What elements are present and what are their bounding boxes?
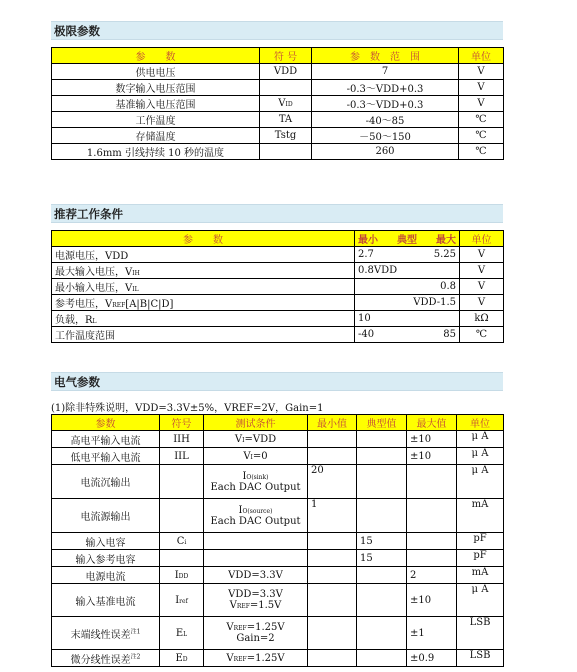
param-name: 负载，R <box>55 315 93 326</box>
typ-cell <box>357 650 407 667</box>
unit-cell: ℃ <box>459 112 504 128</box>
condition-text: V <box>234 433 243 445</box>
header-max: 最大 <box>436 235 456 246</box>
typ-cell <box>357 431 407 448</box>
max-cell <box>407 550 457 567</box>
symbol-cell <box>260 128 312 144</box>
min-cell <box>308 617 357 650</box>
param-cell <box>52 448 160 465</box>
param-cell: 数字输入电压范围 <box>52 80 260 96</box>
table-row <box>52 112 504 128</box>
symbol-text: E <box>175 652 183 664</box>
condition-subscript: O(sink) <box>246 473 269 481</box>
condition-line-1 <box>207 451 304 462</box>
condition-cell <box>204 533 308 550</box>
table-row <box>52 617 504 650</box>
symbol-cell <box>260 64 312 80</box>
table-row <box>52 567 504 584</box>
symbol-text: TA <box>278 114 293 125</box>
header-param: 参 数 <box>52 48 260 64</box>
table-row <box>52 128 504 144</box>
header-symbol: 符号 <box>160 415 204 431</box>
section-title-electrical: 电气参数 <box>51 372 503 391</box>
max-cell: 2 <box>407 567 457 584</box>
param-cell: 1.6mm 引线持续 10 秒的温度 <box>52 144 260 160</box>
condition-line-2 <box>207 633 304 644</box>
absolute-ratings-table <box>51 47 504 160</box>
param-subscript: L <box>92 318 97 325</box>
symbol-text: C <box>176 535 185 547</box>
param-cell <box>52 247 355 263</box>
max-value: 85 <box>443 329 456 340</box>
table-row <box>52 650 504 667</box>
symbol-cell <box>160 617 204 650</box>
condition-line-1 <box>207 622 304 633</box>
max-cell <box>407 465 457 499</box>
symbol-text: I <box>174 569 179 581</box>
header-typ: 典型值 <box>357 415 407 431</box>
symbol-text: V <box>278 98 286 109</box>
unit-cell: V <box>459 64 504 80</box>
value-cell <box>355 247 460 263</box>
typ-cell <box>357 617 407 650</box>
param-cell <box>52 584 160 617</box>
header-min: 最小值 <box>308 415 357 431</box>
condition-line-1 <box>207 589 304 600</box>
table-row <box>52 80 504 96</box>
max-cell: ±1 <box>407 617 457 650</box>
condition-subscript: REF <box>236 603 250 610</box>
unit-cell: V <box>459 96 504 112</box>
typ-cell <box>357 567 407 584</box>
max-cell: ±10 <box>407 431 457 448</box>
min-cell: 20 <box>308 465 357 499</box>
unit-cell: mA <box>457 567 504 584</box>
condition-tail: =0 <box>252 450 268 462</box>
symbol-cell <box>260 144 312 160</box>
table-row <box>52 584 504 617</box>
typ-cell <box>357 499 407 533</box>
max-cell: ±10 <box>407 584 457 617</box>
symbol-subscript: i <box>184 538 187 546</box>
range-cell: －50～150 <box>312 128 459 144</box>
param-cell <box>52 311 355 327</box>
min-value: 10 <box>358 313 371 324</box>
param-cell: 工作温度 <box>52 112 260 128</box>
header-param: 参数 <box>52 415 160 431</box>
electrical-params-table <box>51 414 504 667</box>
symbol-subscript: DD <box>178 572 189 580</box>
table-row <box>52 533 504 550</box>
param-subscript: IL <box>132 286 139 293</box>
symbol-subscript: ref <box>179 597 188 605</box>
table-row <box>52 263 504 279</box>
condition-line-1 <box>207 505 304 516</box>
typ-cell <box>357 465 407 499</box>
symbol-cell <box>160 533 204 550</box>
condition-line-2 <box>207 482 304 493</box>
condition-tail: =VDD <box>244 433 277 445</box>
section-title-recommended: 推荐工作条件 <box>51 204 503 223</box>
recommended-conditions-table <box>51 230 504 343</box>
table-row <box>52 448 504 465</box>
table-row <box>52 295 504 311</box>
param-text: 低电平输入电流 <box>70 452 141 464</box>
table-header-row <box>52 231 504 247</box>
symbol-cell <box>160 584 204 617</box>
param-text: 微分线性误差 <box>70 654 131 666</box>
max-value: 0.8 <box>440 281 456 292</box>
value-wrap <box>358 281 456 292</box>
table-row <box>52 465 504 499</box>
table-row <box>52 499 504 533</box>
symbol-cell <box>160 431 204 448</box>
condition-text: V <box>226 652 234 664</box>
condition-tail: =1.25V <box>246 622 285 633</box>
param-cell <box>52 567 160 584</box>
symbol-text: I <box>175 594 180 606</box>
param-cell <box>52 431 160 448</box>
condition-cell <box>204 465 308 499</box>
unit-cell: pF <box>457 533 504 550</box>
range-cell: -0.3～VDD+0.3 <box>312 80 459 96</box>
unit-cell: μ A <box>457 584 504 617</box>
condition-cell <box>204 448 308 465</box>
unit-cell: kΩ <box>460 311 504 327</box>
param-cell: 基准输入电压范围 <box>52 96 260 112</box>
param-name: 参考电压，V <box>55 299 113 310</box>
condition-line-2 <box>207 516 304 527</box>
param-cell <box>52 465 160 499</box>
symbol-subscript: D <box>182 655 188 663</box>
typ-cell <box>357 584 407 617</box>
min-cell: 1 <box>308 499 357 533</box>
condition-tail: =1.25V <box>246 652 285 664</box>
value-wrap <box>358 297 456 308</box>
symbol-text: IIL <box>174 450 189 462</box>
unit-cell: mA <box>457 499 504 533</box>
range-cell: -40～85 <box>312 112 459 128</box>
condition-text: VDD=3.3V <box>228 569 283 581</box>
value-cell <box>355 295 460 311</box>
min-cell <box>308 550 357 567</box>
value-wrap <box>358 249 456 260</box>
header-symbol: 符 号 <box>260 48 312 64</box>
unit-cell: ℃ <box>460 327 504 343</box>
footnote-marker: 注2 <box>130 653 141 661</box>
param-cell <box>52 295 355 311</box>
unit-cell: LSB <box>457 650 504 667</box>
header-min: 最小 <box>358 235 378 246</box>
param-cell <box>52 650 160 667</box>
param-subscript: REF <box>112 302 126 309</box>
param-tail: [A|B|C|D] <box>125 299 174 310</box>
param-text: 高电平输入电流 <box>70 435 141 447</box>
condition-line-1 <box>207 570 304 581</box>
typ-cell: 15 <box>357 550 407 567</box>
header-param: 参 数 <box>52 231 355 247</box>
symbol-cell <box>160 550 204 567</box>
condition-cell <box>204 550 308 567</box>
symbol-text: E <box>175 627 184 639</box>
table-row <box>52 247 504 263</box>
symbol-cell <box>260 96 312 112</box>
table-header-row <box>52 415 504 431</box>
condition-text: Gain=2 <box>236 633 275 644</box>
typ-cell <box>357 448 407 465</box>
min-cell <box>308 533 357 550</box>
value-cell <box>355 263 460 279</box>
condition-subscript: I <box>250 453 253 461</box>
header-min-typ-max <box>355 231 460 247</box>
condition-text: Each DAC Output <box>210 515 301 527</box>
unit-cell: V <box>460 247 504 263</box>
param-name: 最小输入电压，V <box>55 283 133 294</box>
min-value: 0.8VDD <box>358 265 398 276</box>
min-value: -40 <box>358 329 375 340</box>
value-wrap <box>358 329 456 340</box>
max-value: VDD-1.5 <box>413 297 456 308</box>
table-row <box>52 96 504 112</box>
table-row <box>52 550 504 567</box>
symbol-cell <box>160 650 204 667</box>
param-cell <box>52 263 355 279</box>
condition-line-1 <box>207 434 304 445</box>
value-wrap <box>358 265 456 276</box>
table-row <box>52 431 504 448</box>
condition-line-2 <box>207 600 304 611</box>
header-typ: 典型 <box>397 235 417 246</box>
param-cell <box>52 550 160 567</box>
param-cell <box>52 499 160 533</box>
value-cell <box>355 279 460 295</box>
condition-text: V <box>229 600 237 611</box>
condition-text: Each DAC Output <box>210 481 301 493</box>
value-cell <box>355 327 460 343</box>
param-text: 末端线性误差 <box>70 629 131 641</box>
max-cell <box>407 499 457 533</box>
symbol-subscript: L <box>183 630 188 638</box>
param-text: 电流沉输出 <box>80 478 131 489</box>
param-name: 工作温度范围 <box>55 331 115 342</box>
max-value: 5.25 <box>433 249 456 260</box>
param-cell: 供电电压 <box>52 64 260 80</box>
param-text: 输入基准电流 <box>75 596 136 608</box>
value-wrap <box>358 313 456 324</box>
header-unit: 单位 <box>459 48 504 64</box>
min-value: 2.7 <box>358 249 374 260</box>
unit-cell: pF <box>457 550 504 567</box>
table-row <box>52 327 504 343</box>
table-row <box>52 144 504 160</box>
param-cell <box>52 279 355 295</box>
header-condition: 测试条件 <box>204 415 308 431</box>
condition-text: V <box>226 622 234 633</box>
max-cell: ±0.9 <box>407 650 457 667</box>
unit-cell: ℃ <box>459 144 504 160</box>
condition-cell <box>204 499 308 533</box>
param-cell <box>52 327 355 343</box>
symbol-cell <box>160 465 204 499</box>
condition-cell <box>204 650 308 667</box>
table-header-row <box>52 48 504 64</box>
symbol-subscript: ID <box>285 101 293 108</box>
symbol-text: Tstg <box>274 130 297 141</box>
condition-cell <box>204 567 308 584</box>
param-text: 电流源输出 <box>80 512 131 523</box>
param-cell <box>52 617 160 650</box>
condition-cell <box>204 617 308 650</box>
condition-subscript: I <box>242 436 245 444</box>
condition-tail: =1.5V <box>249 600 282 611</box>
param-cell: 存储温度 <box>52 128 260 144</box>
range-cell: 260 <box>312 144 459 160</box>
unit-cell: ℃ <box>459 128 504 144</box>
table-row <box>52 64 504 80</box>
header-unit: 单位 <box>460 231 504 247</box>
param-text: 输入参考电容 <box>75 554 136 566</box>
param-text: 输入电容 <box>85 537 126 549</box>
min-cell <box>308 584 357 617</box>
symbol-text: VDD <box>273 66 298 77</box>
range-cell: -0.3～VDD+0.3 <box>312 96 459 112</box>
min-cell <box>308 567 357 584</box>
section-title-absolute-ratings: 极限参数 <box>51 21 503 40</box>
condition-cell <box>204 584 308 617</box>
header-unit: 单位 <box>457 415 504 431</box>
param-name: 电源电压，VDD <box>55 251 129 262</box>
table-row <box>52 311 504 327</box>
condition-text: V <box>243 450 251 462</box>
symbol-cell <box>160 499 204 533</box>
condition-subscript: O(source) <box>242 507 273 515</box>
table-row <box>52 279 504 295</box>
unit-cell: V <box>460 263 504 279</box>
condition-line-1 <box>207 653 304 664</box>
min-cell <box>308 448 357 465</box>
condition-text: I <box>238 504 243 516</box>
unit-cell: V <box>460 295 504 311</box>
unit-cell: μ A <box>457 431 504 448</box>
param-name: 最大输入电压，V <box>55 267 133 278</box>
condition-subscript: REF <box>233 655 247 663</box>
symbol-cell <box>260 112 312 128</box>
condition-text: VDD=3.3V <box>228 589 283 600</box>
conditions-note: (1)除非特殊说明，VDD=3.3V±5%，VREF=2V，Gain=1 <box>51 403 324 414</box>
typ-cell: 15 <box>357 533 407 550</box>
footnote-marker: 注1 <box>130 628 141 636</box>
symbol-cell <box>260 80 312 96</box>
unit-cell: LSB <box>457 617 504 650</box>
header-max: 最大值 <box>407 415 457 431</box>
param-text: 电源电流 <box>85 571 126 583</box>
condition-line-1 <box>207 471 304 482</box>
symbol-cell <box>160 567 204 584</box>
condition-text: I <box>242 470 247 482</box>
unit-cell: V <box>460 279 504 295</box>
min-cell <box>308 650 357 667</box>
condition-subscript: REF <box>233 625 247 632</box>
min-cell <box>308 431 357 448</box>
header-range: 参 数 范 围 <box>312 48 459 64</box>
condition-cell <box>204 431 308 448</box>
unit-cell: μ A <box>457 448 504 465</box>
symbol-cell <box>160 448 204 465</box>
max-cell: ±10 <box>407 448 457 465</box>
range-cell: 7 <box>312 64 459 80</box>
max-cell <box>407 533 457 550</box>
param-cell <box>52 533 160 550</box>
symbol-text: IIH <box>173 433 190 445</box>
unit-cell: V <box>459 80 504 96</box>
param-subscript: IH <box>132 270 140 277</box>
value-cell <box>355 311 460 327</box>
unit-cell: μ A <box>457 465 504 499</box>
